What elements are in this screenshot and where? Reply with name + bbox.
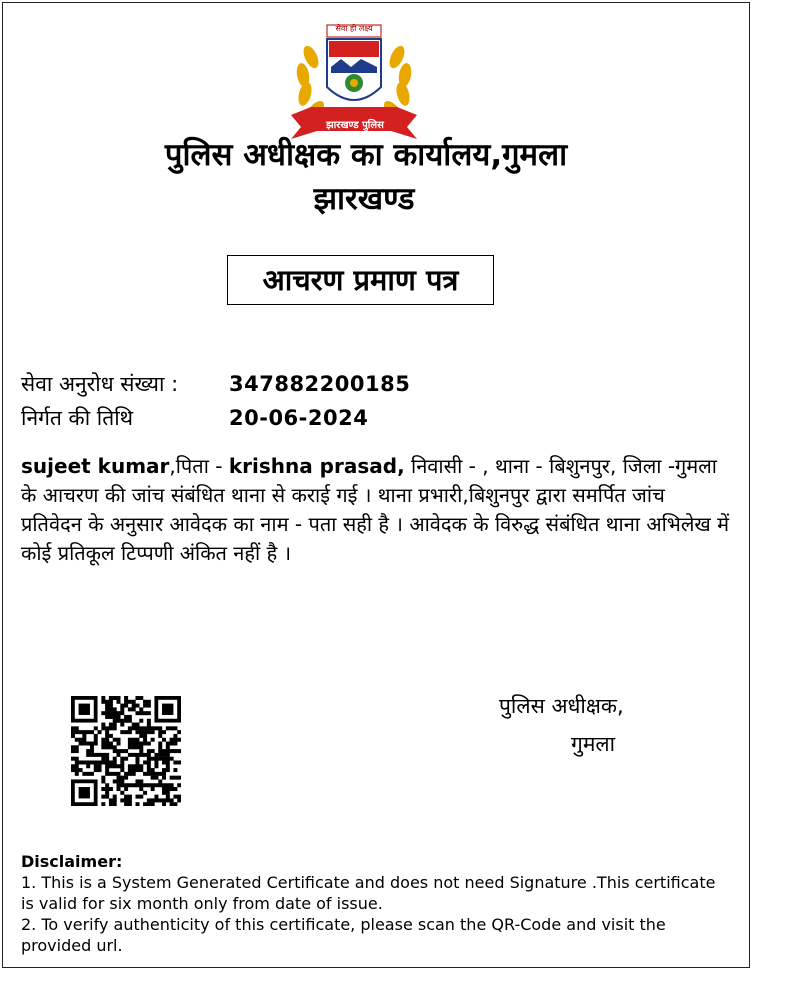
father-label: ,पिता -: [169, 454, 229, 478]
body-text: बिशुनपुर, जिला -गुमला के आचरण की जांच संबंधित थाना से कराई गई । थाना प्रभारी,बिशुनपुर द्वारा समर्पित जांच प्रतिवेदन के अनुसार आवेदक का नाम - पता सही है । आवेदक के विरुद्ध संबंधित थाना अभिलेख में कोई प्रतिकूल टिप्पणी अंकित नहीं है ।: [21, 454, 730, 565]
issue-date-label: निर्गत की तिथि: [21, 406, 134, 430]
certificate-page: [2, 2, 750, 968]
disclaimer-line-1: 1. This is a System Generated Certificate and does not need Signature .This certificate is valid for six month only from date of issue.: [21, 873, 716, 913]
signatory-designation: पुलिस अधीक्षक,: [499, 694, 624, 718]
emblem-ribbon-text: झारखण्ड पुलिस: [326, 120, 384, 131]
issue-date-value: 20-06-2024: [229, 406, 369, 430]
office-title: पुलिस अधीक्षक का कार्यालय,गुमला: [164, 137, 568, 173]
father-name: krishna prasad,: [228, 454, 405, 478]
request-number-label: सेवा अनुरोध संख्या :: [21, 372, 179, 396]
qr-code-icon[interactable]: [71, 696, 181, 806]
thana-label: , थाना -: [482, 454, 543, 478]
request-number-value: 347882200185: [229, 372, 411, 396]
residence-label: निवासी -: [404, 454, 483, 478]
disclaimer-line-2: 2. To verify authenticity of this certificate, please scan the QR-Code and visit the provided url.: [21, 915, 666, 955]
emblem-motto: सेवा ही लक्ष्य: [335, 24, 373, 33]
certificate-title: आचरण प्रमाण पत्र: [227, 255, 494, 305]
signatory-place: गुमला: [571, 732, 616, 756]
issue-date-row: [21, 404, 368, 432]
disclaimer: [21, 851, 721, 956]
state-title: झारखण्ड: [313, 181, 415, 217]
certificate-body: [21, 452, 731, 568]
applicant-name: sujeet kumar: [21, 454, 170, 478]
disclaimer-heading: Disclaimer:: [21, 852, 123, 871]
request-number-row: [21, 370, 410, 398]
